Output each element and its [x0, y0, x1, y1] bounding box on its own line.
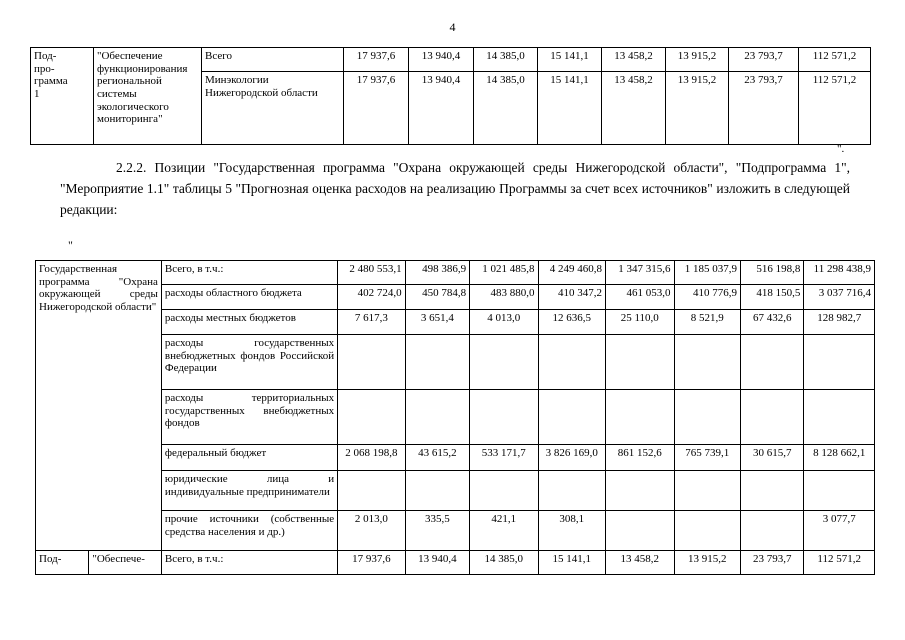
paragraph-text: 2.2.2. Позиции "Государственная программа "Охрана окружающей среды Нижегородской области", "Подпрограмма 1", "Мероприятие 1.1" таблицы 5 "Прогнозная оценка расходов на реализацию Программы за счет всех источников" изложить в следующей редакции:	[60, 160, 850, 217]
value-cell: 3 077,7	[804, 511, 875, 551]
value-cell: 450 784,8	[405, 285, 469, 310]
value-cell	[740, 471, 803, 511]
program-name: Государственная программа "Охрана окружающей среды Нижегородской области"	[36, 261, 162, 551]
value-cell	[804, 390, 875, 445]
value-cell: 13 940,4	[405, 551, 469, 575]
value-cell: 4 013,0	[470, 310, 538, 335]
value-cell: 3 651,4	[405, 310, 469, 335]
value-cell: 308,1	[538, 511, 605, 551]
subprogram-code: Под- про- грамма 1	[31, 48, 94, 145]
value-cell: 30 615,7	[740, 445, 803, 471]
value-cell	[470, 335, 538, 390]
closing-quote: ".	[837, 143, 845, 155]
value-cell: 765 739,1	[674, 445, 740, 471]
value-cell: 498 386,9	[405, 261, 469, 285]
value-cell	[470, 471, 538, 511]
value-cell: 13 458,2	[606, 551, 674, 575]
value-cell: 461 053,0	[606, 285, 674, 310]
value-cell: 15 141,1	[538, 551, 605, 575]
table-row	[36, 511, 875, 551]
table-row	[31, 48, 871, 72]
row-label: расходы областного бюджета	[161, 285, 337, 310]
table-row	[36, 310, 875, 335]
value-cell: 14 385,0	[470, 551, 538, 575]
value-cell: 533 171,7	[470, 445, 538, 471]
value-cell: 17 937,6	[338, 551, 405, 575]
value-cell: 67 432,6	[740, 310, 803, 335]
value-cell	[538, 335, 605, 390]
row-label: юридические лица и индивидуальные предприниматели	[161, 471, 337, 511]
value-cell	[538, 471, 605, 511]
value-cell: 410 776,9	[674, 285, 740, 310]
value-cell: 3 826 169,0	[538, 445, 605, 471]
value-cell	[606, 390, 674, 445]
value-cell	[405, 335, 469, 390]
row-label: Всего	[202, 48, 344, 72]
value-cell: 2 013,0	[338, 511, 405, 551]
value-cell: 516 198,8	[740, 261, 803, 285]
row-label: федеральный бюджет	[161, 445, 337, 471]
opening-quote: "	[68, 238, 73, 252]
value-cell: 15 141,1	[538, 72, 602, 145]
table-row	[36, 285, 875, 310]
value-cell: 112 571,2	[804, 551, 875, 575]
value-cell: 23 793,7	[740, 551, 803, 575]
value-cell	[538, 390, 605, 445]
value-cell	[405, 471, 469, 511]
value-cell: 2 068 198,8	[338, 445, 405, 471]
value-cell: 17 937,6	[344, 48, 409, 72]
table-row	[36, 471, 875, 511]
value-cell: 1 021 485,8	[470, 261, 538, 285]
value-cell: 8 128 662,1	[804, 445, 875, 471]
value-cell: 13 915,2	[666, 48, 729, 72]
value-cell: 2 480 553,1	[338, 261, 405, 285]
value-cell: 418 150,5	[740, 285, 803, 310]
table-row	[36, 445, 875, 471]
subprogram-code: Под-	[36, 551, 89, 575]
value-cell: 8 521,9	[674, 310, 740, 335]
page-number: 4	[449, 20, 456, 34]
value-cell	[674, 471, 740, 511]
value-cell: 7 617,3	[338, 310, 405, 335]
row-label: прочие источники (собственные средства населения и др.)	[161, 511, 337, 551]
value-cell: 14 385,0	[474, 72, 538, 145]
row-label: Минэкологии Нижегородской области	[202, 72, 344, 145]
value-cell: 13 915,2	[674, 551, 740, 575]
value-cell	[804, 471, 875, 511]
value-cell: 25 110,0	[606, 310, 674, 335]
value-cell	[338, 390, 405, 445]
value-cell: 12 636,5	[538, 310, 605, 335]
value-cell	[470, 390, 538, 445]
value-cell: 402 724,0	[338, 285, 405, 310]
value-cell: 112 571,2	[799, 48, 871, 72]
value-cell: 483 880,0	[470, 285, 538, 310]
value-cell: 421,1	[470, 511, 538, 551]
value-cell: 13 940,4	[409, 72, 474, 145]
row-label: расходы государственных внебюджетных фондов Российской Федерации	[161, 335, 337, 390]
value-cell: 14 385,0	[474, 48, 538, 72]
value-cell	[804, 335, 875, 390]
value-cell	[606, 471, 674, 511]
amendment-paragraph	[60, 158, 850, 221]
row-label: расходы местных бюджетов	[161, 310, 337, 335]
value-cell	[674, 390, 740, 445]
table-row	[36, 261, 875, 285]
value-cell: 112 571,2	[799, 72, 871, 145]
table-row	[36, 390, 875, 445]
value-cell: 23 793,7	[729, 48, 799, 72]
row-label: Всего, в т.ч.:	[161, 261, 337, 285]
row-label: Всего, в т.ч.:	[161, 551, 337, 575]
value-cell	[674, 335, 740, 390]
value-cell: 13 458,2	[602, 72, 666, 145]
value-cell	[606, 335, 674, 390]
subprogram-name: "Обеспечение функционирования региональной системы экологического мониторинга"	[94, 48, 202, 145]
value-cell: 861 152,6	[606, 445, 674, 471]
value-cell: 1 185 037,9	[674, 261, 740, 285]
value-cell: 4 249 460,8	[538, 261, 605, 285]
value-cell	[606, 511, 674, 551]
value-cell: 3 037 716,4	[804, 285, 875, 310]
value-cell: 335,5	[405, 511, 469, 551]
value-cell: 17 937,6	[344, 72, 409, 145]
value-cell: 13 458,2	[602, 48, 666, 72]
table-row	[36, 551, 875, 575]
value-cell	[740, 335, 803, 390]
value-cell: 410 347,2	[538, 285, 605, 310]
row-label: расходы территориальных государственных внебюджетных фондов	[161, 390, 337, 445]
subprogram-table	[30, 47, 871, 145]
forecast-table	[35, 260, 875, 575]
value-cell: 15 141,1	[538, 48, 602, 72]
value-cell	[405, 390, 469, 445]
value-cell	[740, 390, 803, 445]
value-cell: 13 940,4	[409, 48, 474, 72]
value-cell	[338, 335, 405, 390]
value-cell: 23 793,7	[729, 72, 799, 145]
table-row	[36, 335, 875, 390]
value-cell	[674, 511, 740, 551]
value-cell	[338, 471, 405, 511]
subprogram-name: "Обеспече-	[89, 551, 162, 575]
value-cell: 1 347 315,6	[606, 261, 674, 285]
value-cell: 13 915,2	[666, 72, 729, 145]
value-cell	[740, 511, 803, 551]
value-cell: 11 298 438,9	[804, 261, 875, 285]
value-cell: 43 615,2	[405, 445, 469, 471]
value-cell: 128 982,7	[804, 310, 875, 335]
